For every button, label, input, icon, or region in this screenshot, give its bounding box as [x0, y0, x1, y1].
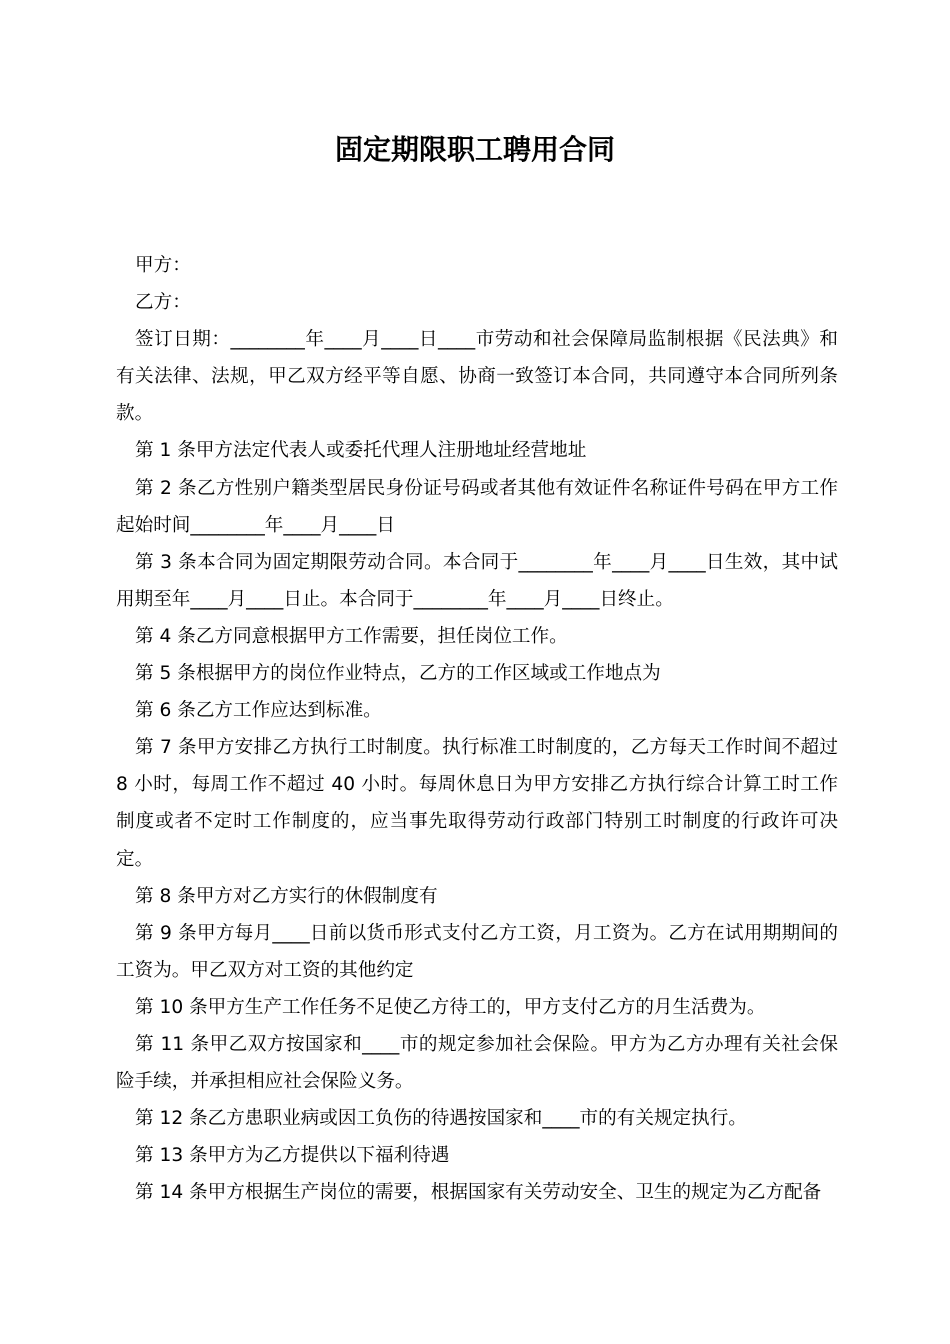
document-title: 固定期限职工聘用合同 — [334, 133, 615, 166]
paragraph-party-a: 甲方： — [135, 255, 191, 276]
paragraph-article-13: 第 13 条甲方为乙方提供以下福利待遇 — [135, 1145, 450, 1167]
paragraph-article-3: 第 3 条本合同为固定期限劳动合同。本合同于________年____月____日生效，其中试用期至年____月____日止。本合同于________年____月____日终止。 — [116, 551, 838, 610]
paragraph-article-7: 第 7 条甲方安排乙方执行工时制度。执行标准工时制度的，乙方每天工作时间不超过 8 小时，每周工作不超过 40 小时。每周休息日为甲方安排乙方执行综合计算工时工作制度或者不定时工作制度的，应当事先取得劳动行政部门特别工时制度的行政许可决定。 — [116, 737, 838, 870]
paragraph-signing-date: 签订日期：________年____月____日____市劳动和社会保障局监制根据《民法典》和有关法律、法规，甲乙双方经平等自愿、协商一致签订本合同，共同遵守本合同所列条款。 — [116, 329, 838, 425]
paragraph-article-12: 第 12 条乙方患职业病或因工负伤的待遇按国家和____市的有关规定执行。 — [135, 1108, 747, 1130]
document-body — [116, 247, 838, 1211]
paragraph-article-9: 第 9 条甲方每月____日前以货币形式支付乙方工资，月工资为。乙方在试用期期间的工资为。甲乙双方对工资的其他约定 — [116, 922, 838, 981]
paragraph-article-8: 第 8 条甲方对乙方实行的休假制度有 — [135, 885, 438, 907]
paragraph-article-6: 第 6 条乙方工作应达到标准。 — [135, 700, 382, 722]
paragraph-article-4: 第 4 条乙方同意根据甲方工作需要，担任岗位工作。 — [135, 625, 568, 647]
paragraph-article-10: 第 10 条甲方生产工作任务不足使乙方待工的，甲方支付乙方的月生活费为。 — [135, 996, 766, 1018]
paragraph-article-2: 第 2 条乙方性别户籍类型居民身份证号码或者其他有效证件名称证件号码在甲方工作起始时间________年____月____日 — [116, 477, 838, 536]
paragraph-article-5: 第 5 条根据甲方的岗位作业特点，乙方的工作区域或工作地点为 — [135, 663, 661, 685]
paragraph-party-b: 乙方： — [135, 292, 191, 314]
paragraph-article-14: 第 14 条甲方根据生产岗位的需要，根据国家有关劳动安全、卫生的规定为乙方配备 — [135, 1182, 822, 1204]
paragraph-article-11: 第 11 条甲乙双方按国家和____市的规定参加社会保险。甲方为乙方办理有关社会保险手续，并承担相应社会保险义务。 — [116, 1033, 838, 1093]
paragraph-article-1: 第 1 条甲方法定代表人或委托代理人注册地址经营地址 — [135, 440, 587, 462]
